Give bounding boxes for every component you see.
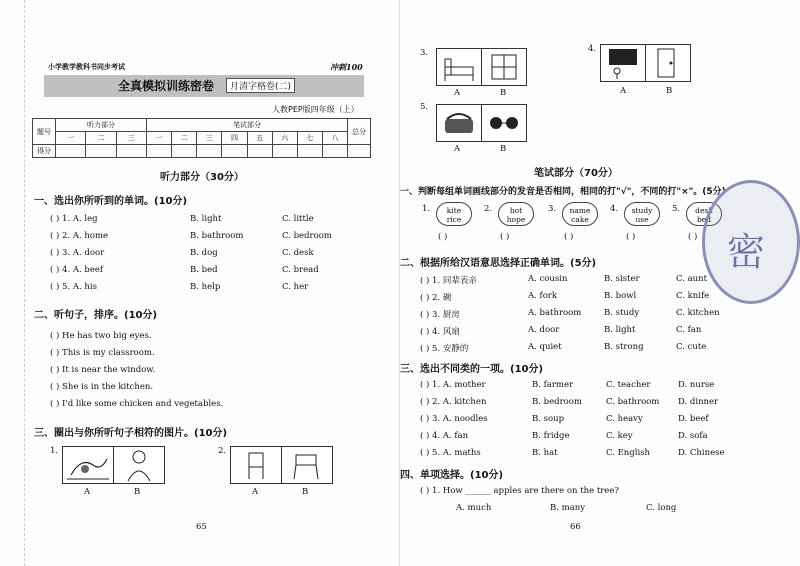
door-icon: [646, 45, 690, 81]
col-number: 三: [116, 132, 146, 145]
score-cell[interactable]: [172, 145, 197, 158]
window-icon: [482, 49, 526, 85]
phone-icon: [437, 105, 481, 141]
row-label-number: 题号: [33, 119, 56, 145]
word-flower-4: [624, 202, 660, 226]
picture-5b[interactable]: [481, 104, 527, 142]
word-flower-1: [436, 202, 472, 226]
page-number-right: 66: [570, 522, 581, 532]
word-5a: desk: [695, 206, 713, 215]
picture-5a[interactable]: [436, 104, 482, 142]
pic-4-label-b: B: [666, 86, 673, 96]
score-cell[interactable]: [272, 145, 297, 158]
q1-row-1-c: C. little: [282, 214, 314, 224]
r-q3-row-2[interactable]: ( ) 2. A. kitchen: [420, 397, 487, 407]
q1-row-1-b: B. light: [190, 214, 222, 224]
r-q3-row-1[interactable]: ( ) 1. A. mother: [420, 380, 486, 390]
r-q3-row-5-d: D. Chinese: [678, 448, 725, 458]
word-2a: hot: [509, 206, 523, 215]
q2-row[interactable]: ( ) It is near the window.: [50, 365, 156, 375]
word-3b: cake: [571, 215, 589, 224]
r-q2-title: 二、根据所给汉语意思选择正确单词。(5分): [400, 258, 597, 269]
glasses-icon: [482, 105, 526, 141]
q2-row[interactable]: ( ) He has two big eyes.: [50, 331, 152, 341]
score-cell[interactable]: [297, 145, 322, 158]
r-q2-row-4-c: C. fan: [676, 325, 702, 335]
q1-row-2-b: B. bathroom: [190, 231, 244, 241]
q2-title: 二、听句子，排序。(10分): [34, 310, 158, 321]
picture-3a[interactable]: [436, 48, 482, 86]
r-q3-row-4[interactable]: ( ) 4. A. fan: [420, 431, 469, 441]
r-q4-opt-b[interactable]: B. many: [550, 503, 586, 513]
pic-4-label-a: A: [620, 86, 627, 96]
r-q2-row-3-a: A. bathroom: [528, 308, 582, 318]
r-q2-row-5-c: C. cute: [676, 342, 707, 352]
writing-section-title: 笔试部分（70分）: [534, 168, 618, 179]
q2-row[interactable]: ( ) This is my classroom.: [50, 348, 155, 358]
score-cell[interactable]: [86, 145, 116, 158]
picture-1b[interactable]: [113, 446, 165, 484]
q3-title: 三、圈出与你所听句子相符的图片。(10分): [34, 428, 228, 439]
flower-num-3: 3.: [548, 204, 557, 214]
q1-row-3[interactable]: ( ) 3. A. door: [50, 248, 105, 258]
q1-row-3-b: B. dog: [190, 248, 218, 258]
q3-1-label-a: A: [84, 487, 91, 497]
r-q3-row-5-c: C. English: [606, 448, 650, 458]
answer-blank-2[interactable]: ( ): [500, 232, 510, 242]
pic-5-label-a: A: [454, 144, 461, 154]
r-q2-row-4[interactable]: ( ) 4. 风扇: [420, 327, 460, 337]
r-q3-row-2-c: C. bathroom: [606, 397, 660, 407]
flower-num-2: 2.: [484, 204, 493, 214]
drawing-icon: [63, 447, 113, 483]
word-2b: hope: [506, 215, 526, 224]
q1-row-4-c: C. bread: [282, 265, 319, 275]
exam-banner: [44, 75, 364, 97]
edition-label: 人教PEP版四年级（上）: [272, 105, 359, 114]
r-q3-row-3[interactable]: ( ) 3. A. noodles: [420, 414, 488, 424]
q3-num-2: 2.: [218, 446, 227, 456]
q3-num-1: 1.: [50, 446, 59, 456]
answer-blank-3[interactable]: ( ): [564, 232, 574, 242]
r-q3-row-5-b: B. hat: [532, 448, 558, 458]
r-q4-title: 四、单项选择。(10分): [400, 470, 504, 481]
col-number: 七: [297, 132, 322, 145]
r-q2-row-5-b: B. strong: [604, 342, 644, 352]
chair-icon: [231, 447, 281, 483]
r-q2-row-3-c: C. kitchen: [676, 308, 720, 318]
q1-row-5-c: C. her: [282, 282, 309, 292]
r-q3-row-3-b: B. soup: [532, 414, 565, 424]
word-flower-2: [498, 202, 534, 226]
bed-icon: [437, 49, 481, 85]
chair-icon: [282, 447, 332, 483]
r-q3-row-4-d: D. sofa: [678, 431, 708, 441]
listening-section-title: 听力部分（30分）: [160, 172, 244, 183]
r-q2-row-1-b: B. sister: [604, 274, 640, 284]
q1-row-4[interactable]: ( ) 4. A. beef: [50, 265, 104, 275]
q1-row-1[interactable]: ( ) 1. A. leg: [50, 214, 98, 224]
r-q2-row-1-c: C. aunt: [676, 274, 708, 284]
pic-3-label-a: A: [454, 88, 461, 98]
r-q2-row-4-b: B. light: [604, 325, 636, 335]
r-q2-row-2-c: C. knife: [676, 291, 710, 301]
flower-num-1: 1.: [422, 204, 431, 214]
stamp-char: 密: [727, 230, 766, 274]
col-number: 八: [322, 132, 347, 145]
picture-2a[interactable]: [230, 446, 282, 484]
total-header: 总分: [348, 119, 371, 145]
blackboard-icon: [601, 45, 645, 81]
picture-3b[interactable]: [481, 48, 527, 86]
score-cell[interactable]: [322, 145, 347, 158]
r-q2-row-4-a: A. door: [528, 325, 560, 335]
listening-header: 听力部分: [56, 119, 147, 132]
q1-title: 一、选出你所听到的单词。(10分): [34, 196, 188, 207]
q3-2-label-b: B: [302, 487, 309, 497]
col-number: 二: [86, 132, 116, 145]
series-title: 小学教学教科书同步考试: [48, 63, 125, 71]
score-cell[interactable]: [222, 145, 247, 158]
answer-blank-4[interactable]: ( ): [626, 232, 636, 242]
r-q3-row-1-c: C. teacher: [606, 380, 651, 390]
col-number: 四: [222, 132, 247, 145]
r-q4-stem[interactable]: ( ) 1. How ______ apples are there on the tree?: [420, 486, 619, 496]
pic-3-label-b: B: [500, 88, 507, 98]
word-1a: kite: [446, 206, 462, 215]
r-q2-row-2-b: B. bowl: [604, 291, 637, 301]
col-number: 二: [172, 132, 197, 145]
r-q3-row-3-c: C. heavy: [606, 414, 643, 424]
pic-5-label-b: B: [500, 144, 507, 154]
writing-header: 笔试部分: [147, 119, 348, 132]
r-q2-row-3[interactable]: ( ) 3. 厨房: [420, 310, 460, 320]
pic-num-3: 3.: [420, 48, 429, 58]
r-q2-row-1-a: A. cousin: [528, 274, 568, 284]
q1-row-2-c: C. bedroom: [282, 231, 332, 241]
r-q3-row-1-b: B. farmer: [532, 380, 574, 390]
col-number: 三: [197, 132, 222, 145]
score-cell[interactable]: [147, 145, 172, 158]
banner-subtitle: 月清字格卷(二): [226, 78, 295, 93]
flower-num-5: 5.: [672, 204, 681, 214]
score-cell[interactable]: [247, 145, 272, 158]
r-q2-row-5[interactable]: ( ) 5. 安静的: [420, 344, 469, 354]
word-5b: bed: [696, 215, 712, 224]
banner-title: 全真模拟训练密卷: [118, 79, 215, 93]
word-1b: rice: [446, 215, 462, 224]
r-q2-row-3-b: B. study: [604, 308, 640, 318]
word-flower-3: [562, 202, 598, 226]
pic-num-4: 4.: [588, 44, 597, 54]
r-q4-opt-c[interactable]: C. long: [646, 503, 677, 513]
q1-row-3-c: C. desk: [282, 248, 314, 258]
answer-blank-5[interactable]: ( ): [688, 232, 698, 242]
col-number: 一: [147, 132, 172, 145]
r-q2-row-2[interactable]: ( ) 2. 碗: [420, 293, 452, 303]
word-3a: name: [569, 206, 591, 215]
person-icon: [114, 447, 164, 483]
r-q2-row-1[interactable]: ( ) 1. 同辈表亲: [420, 276, 477, 286]
score-cell[interactable]: [197, 145, 222, 158]
brand-mark: 冲刺100: [330, 62, 363, 72]
col-number: 六: [272, 132, 297, 145]
r-q3-row-4-c: C. key: [606, 431, 633, 441]
col-number: 五: [247, 132, 272, 145]
score-cell[interactable]: [56, 145, 86, 158]
word-4b: use: [635, 215, 649, 224]
q2-row[interactable]: ( ) I'd like some chicken and vegetables.: [50, 399, 224, 409]
picture-2b[interactable]: [281, 446, 333, 484]
picture-4a[interactable]: [600, 44, 646, 82]
score-cell[interactable]: [116, 145, 146, 158]
q1-row-2[interactable]: ( ) 2. A. home: [50, 231, 109, 241]
page-number-left: 65: [196, 522, 207, 532]
q1-row-4-b: B. bed: [190, 265, 218, 275]
r-q3-row-2-b: B. bedroom: [532, 397, 582, 407]
answer-blank-1[interactable]: ( ): [438, 232, 448, 242]
q1-row-5[interactable]: ( ) 5. A. his: [50, 282, 97, 292]
r-q3-row-5[interactable]: ( ) 5. A. maths: [420, 448, 481, 458]
r-q3-row-4-b: B. fridge: [532, 431, 570, 441]
r-q4-opt-a[interactable]: A. much: [456, 503, 492, 513]
r-q2-row-5-a: A. quiet: [528, 342, 562, 352]
r-q1-title: 一、判断每组单词画线部分的发音是否相同，相同的打"√"，不同的打"×"。(5分): [400, 187, 726, 197]
q3-2-label-a: A: [252, 487, 259, 497]
picture-1a[interactable]: [62, 446, 114, 484]
seal-stamp: [702, 180, 800, 304]
r-q3-row-1-d: D. nurse: [678, 380, 715, 390]
col-number: 一: [56, 132, 86, 145]
q1-row-5-b: B. help: [190, 282, 221, 292]
q3-1-label-b: B: [134, 487, 141, 497]
flower-num-4: 4.: [610, 204, 619, 214]
row-label-score: 得分: [33, 145, 56, 158]
pic-num-5: 5.: [420, 102, 429, 112]
r-q2-row-2-a: A. fork: [528, 291, 558, 301]
q2-row[interactable]: ( ) She is in the kitchen.: [50, 382, 154, 392]
r-q3-row-3-d: D. beef: [678, 414, 709, 424]
picture-4b[interactable]: [645, 44, 691, 82]
binding-line: [10, 0, 25, 566]
score-table: [32, 118, 371, 158]
word-4a: study: [631, 206, 653, 215]
r-q3-row-2-d: D. dinner: [678, 397, 719, 407]
score-cell[interactable]: [348, 145, 371, 158]
r-q3-title: 三、选出不同类的一项。(10分): [400, 364, 544, 375]
